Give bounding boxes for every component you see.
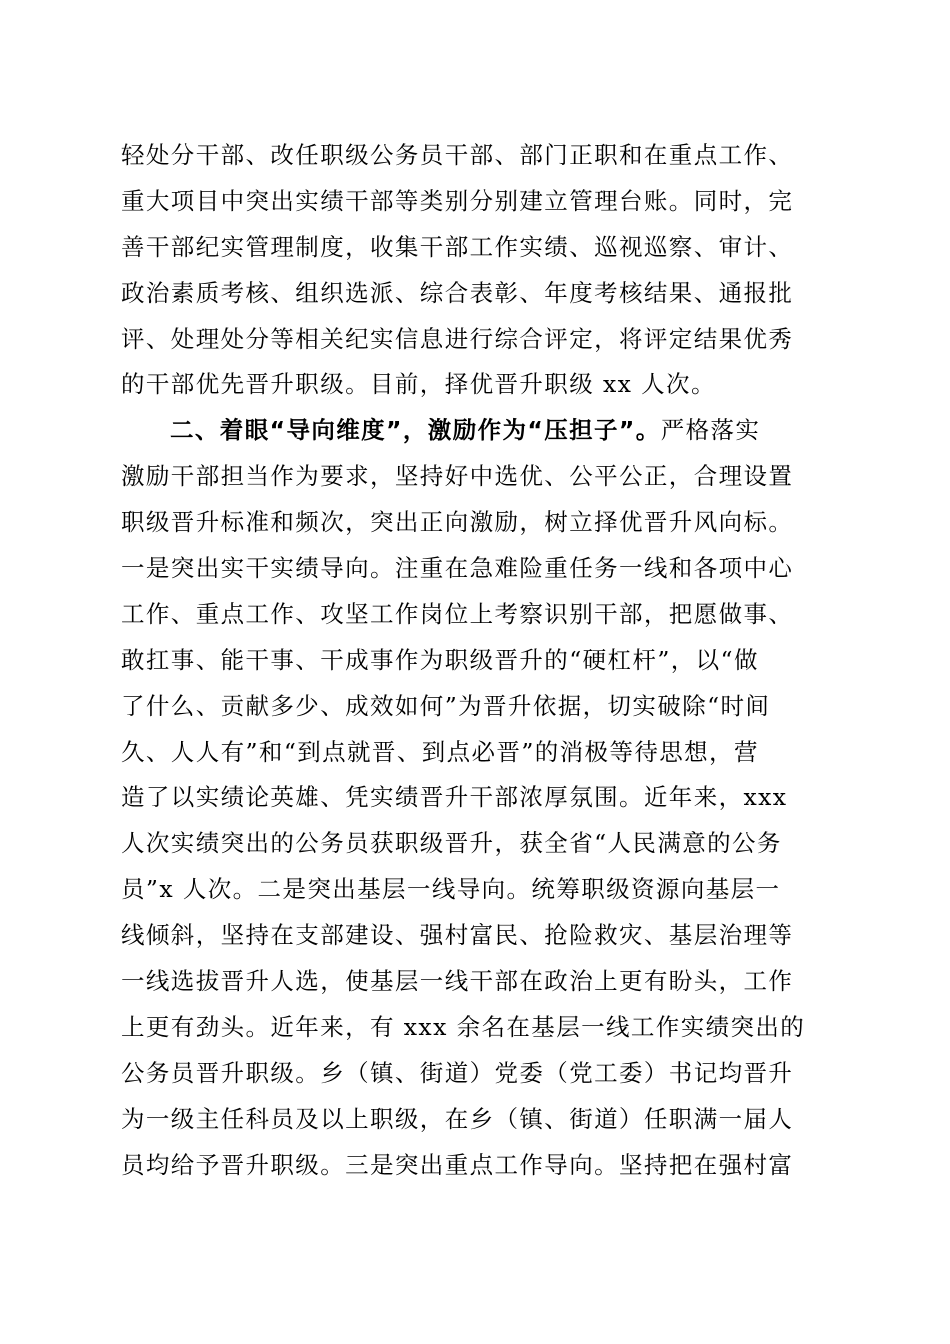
text-line: 的干部优先晋升职级。目前，择优晋升职级 xx 人次。 — [121, 370, 716, 399]
text-line: 久、人人有”和“到点就晋、到点必晋”的消极等待思想，营 — [121, 737, 759, 766]
text-line: 善干部纪实管理制度，收集干部工作实绩、巡视巡察、审计、 — [121, 232, 794, 261]
section-heading: 二、着眼“导向维度”，激励作为“压担子”。 — [170, 416, 661, 445]
section-heading-continuation: 严格落实 — [660, 416, 761, 445]
text-line: 重大项目中突出实绩干部等类别分别建立管理台账。同时，完 — [121, 186, 794, 215]
text-line: 一是突出实干实绩导向。注重在急难险重任务一线和各项中心 — [121, 554, 794, 583]
text-line: 员均给予晋升职级。三是突出重点工作导向。坚持把在强村富 — [121, 1150, 794, 1179]
text-line: 员”x 人次。二是突出基层一线导向。统筹职级资源向基层一 — [121, 875, 781, 904]
text-line: 职级晋升标准和频次，突出正向激励，树立择优晋升风向标。 — [121, 508, 794, 537]
text-line: 政治素质考核、组织选派、综合表彰、年度考核结果、通报批 — [121, 278, 794, 307]
text-line: 线倾斜，坚持在支部建设、强村富民、抢险救灾、基层治理等 — [121, 921, 794, 950]
section-heading-line — [121, 408, 825, 454]
text-line: 造了以实绩论英雄、凭实绩晋升干部浓厚氛围。近年来，xxx — [121, 783, 788, 812]
text-line: 公务员晋升职级。乡（镇、街道）党委（党工委）书记均晋升 — [121, 1058, 794, 1087]
text-line: 人次实绩突出的公务员获职级晋升，获全省“人民满意的公务 — [121, 829, 782, 858]
text-line: 轻处分干部、改任职级公务员干部、部门正职和在重点工作、 — [121, 141, 794, 169]
body-text — [121, 133, 825, 1188]
text-line: 上更有劲头。近年来，有 xxx 余名在基层一线工作实绩突出的 — [121, 1012, 806, 1041]
text-line: 一线选拔晋升人选，使基层一线干部在政治上更有盼头，工作 — [121, 967, 794, 996]
text-line: 激励干部担当作为要求，坚持好中选优、公平公正，合理设置 — [121, 462, 794, 491]
text-line: 评、处理处分等相关纪实信息进行综合评定，将评定结果优秀 — [121, 324, 794, 353]
text-line: 了什么、贡献多少、成效如何”为晋升依据，切实破除“时间 — [121, 691, 771, 720]
text-line: 工作、重点工作、攻坚工作岗位上考察识别干部，把愿做事、 — [121, 599, 794, 628]
text-line: 敢扛事、能干事、干成事作为职级晋升的“硬杠杆”，以“做 — [121, 645, 759, 674]
text-line: 为一级主任科员及以上职级，在乡（镇、街道）任职满一届人 — [121, 1104, 794, 1133]
